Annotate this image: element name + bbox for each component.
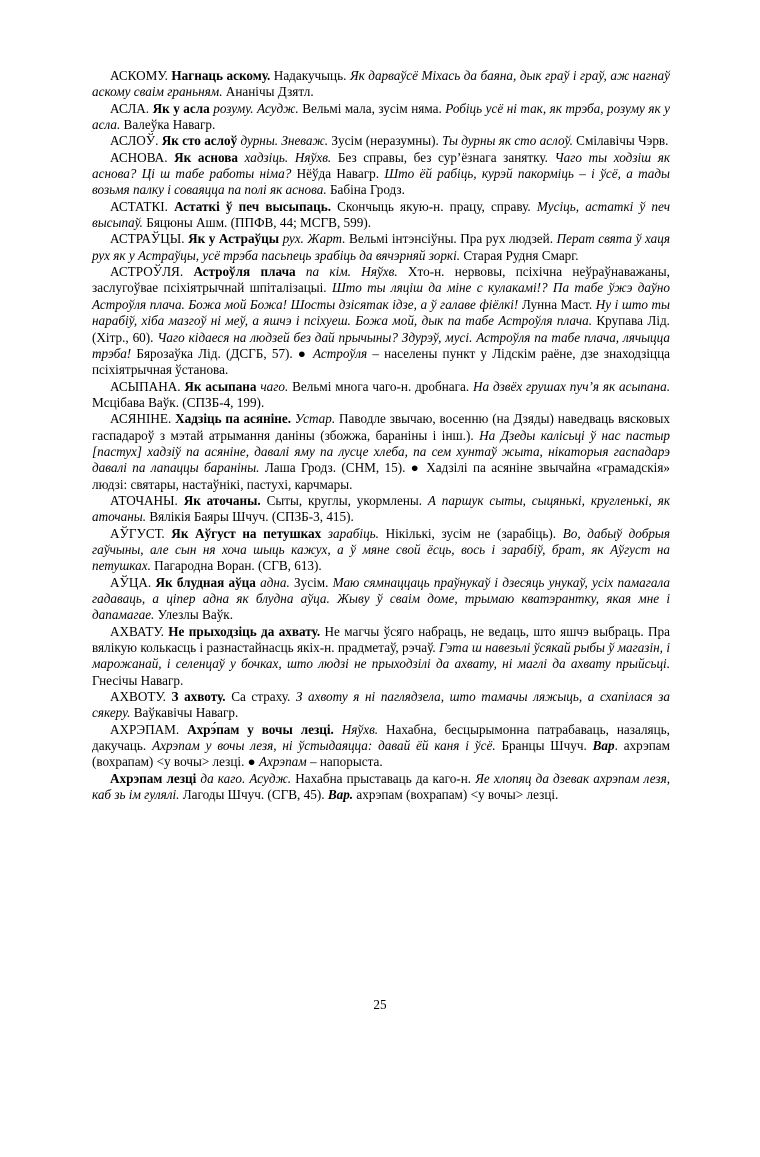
entry-text-run: зарабіць. [327, 525, 379, 541]
entry-text-run: АХВАТУ. [110, 623, 169, 639]
dictionary-entry [92, 689, 670, 722]
entry-text-run: ахрэпам (вохрапам) <у вочы> лезці. [353, 787, 559, 803]
dictionary-entry [92, 199, 670, 232]
entry-text-run: Устар. [294, 411, 336, 427]
entry-text-run: Мусіць, астаткі ў печ высыпаў. [92, 198, 670, 231]
dictionary-entry [92, 493, 670, 526]
entry-text-run: З ахвоту. [171, 689, 226, 705]
entry-text-run: Надакучыць. [270, 68, 350, 83]
entry-text-run: Як сто аслоў [161, 133, 241, 149]
dictionary-entry [92, 133, 670, 149]
entry-text-run: Як у Астраўцы [188, 231, 283, 247]
entry-text-run: Нагнаць аскому. [171, 68, 271, 83]
entry-text-run: адна. [260, 574, 290, 590]
entry-text-run: АЎЦА. [110, 574, 156, 590]
entry-text-run: Нёўда Навагр. [291, 166, 385, 182]
dictionary-entry [92, 231, 670, 264]
entry-text-run: Хадзіць па асяніне. [175, 411, 295, 427]
entry-text-run: Маю сямнаццаць праўнукаў і дзесяць унукаў, усіх памагала гадаваць, а ціпер адна як блудна аўца. Жыву ў сваім доме, трымаю кватэрантку, якая мне і дапамагае. [92, 574, 670, 623]
entry-text-run: Ахрэпам лезці [110, 770, 201, 786]
entry-text-run: Бярозаўка Лід. (ДСГБ, 57). ● [131, 345, 314, 361]
entry-text-run: Пагародна Воран. (СГВ, 613). [150, 558, 322, 574]
entry-text-run: Робіць усё ні так, як трэба, розуму як у асла. [92, 100, 670, 133]
entry-text-run: Валеўка Навагр. [120, 117, 216, 133]
entry-text-run: Бабіна Гродз. [326, 182, 405, 198]
entry-text-run: Як блудная аўца [155, 574, 261, 590]
entry-text-run: АСТРОЎЛЯ. [110, 264, 194, 280]
entry-text-run: Як асыпана [184, 378, 261, 394]
entry-text-run: Са страху. [225, 689, 296, 705]
entry-text-run: Вельмі мала, зусім няма. [298, 100, 446, 116]
entry-text-run: АХВОТУ. [110, 689, 172, 705]
dictionary-entry [92, 624, 670, 689]
entry-text-run: Ахрэпам [258, 754, 307, 770]
entry-text-run: Ахрэпам у вочы лезя, ні ўстыдаяцца: давай ёй каня і ўсё. [152, 738, 496, 754]
entry-text-run: Старая Рудня Смарг. [460, 247, 579, 263]
entry-text-run: да каго. Асудж. [200, 770, 292, 786]
entry-text-run: Што ты ляціш да міне с кулакамі!? Па табе ўжэ даўно Астроўля плача. Божа мой Божа! Шосты дзісятак ідзе, а ў галаве фіёлкі! [92, 280, 670, 312]
entry-text-run: Хто-н. нервовы, псіхічна неўраўнаважаны, заслугоўвае псіхіятрычнай шпіталізацыі. [92, 264, 670, 296]
entry-text-run: АСЛОЎ. [110, 133, 162, 149]
entry-text-run: АТОЧАНЫ. [110, 492, 184, 508]
entry-text-run: АСЯНІНЕ. [110, 411, 176, 427]
entry-text-run: Крупава Лід. (Хітр., 60). [92, 313, 670, 345]
entry-text-run: Зусім (неразумны). [328, 133, 443, 149]
entry-text-run: Улезлы Ваўк. [154, 607, 233, 623]
entry-text-run: Як Аўгуст на петушках [171, 525, 328, 541]
dictionary-entry [92, 101, 670, 134]
entry-text-run: рух. Жарт. [282, 231, 346, 247]
entry-text-run: На дзвёх грушах пуч’я як асыпана. [473, 378, 670, 394]
entry-text-run: Бранцы Шчуч. [495, 738, 593, 754]
entry-text-run: хадзіць. Няўхв. [244, 149, 332, 165]
entry-text-run: З ахвоту я ні паглядзела, што тамачы ляжыць, а схапілася за сякеру. [92, 689, 670, 721]
entry-text-run: АСЫПАНА. [110, 378, 185, 394]
entry-text-run: Што ёй рабіць, курэй пакорміць – і ўсё, а тады возьмя палку і соваяцца па полі як аснова. [92, 166, 670, 198]
entry-text-run: – напорыста. [306, 754, 383, 770]
entry-text-run: Як дарваўсё Міхась да баяна, дык граў і граў, аж нагнаў аскому сваім граньням. [92, 68, 670, 100]
entry-text-run: Гнесічы Навагр. [92, 672, 184, 688]
dictionary-entry [92, 68, 670, 101]
entry-text-run: Вельмі многа чаго-н. дробнага. [288, 378, 474, 394]
entry-text-run: АЎГУСТ. [110, 525, 172, 541]
entry-text-run: Чаго ты ходзіш як аснова? Ці ш табе работы німа? [92, 149, 671, 182]
entry-text-run: па кім. Няўхв. [305, 264, 398, 280]
entry-text-run: Вельмі інтэнсіўны. Пра рух людзей. [345, 231, 557, 247]
entry-text-run: Нахабна, бесцырымонна патрабаваць, назаляць, дакучаць. [92, 721, 670, 754]
entry-text-run: АСКОМУ. [110, 68, 172, 83]
dictionary-entry [92, 150, 670, 199]
entry-text-run: Во, дабыў добрыя гаўчыны, але сын ня хоча шыць кажух, а ў мяне свой ёсць, вось і зарабіў, брат, як Аўгуст на петушках. [92, 525, 670, 574]
entry-text-run: Скончыць якую-н. працу, справу. [331, 198, 537, 214]
dictionary-entry [92, 526, 670, 575]
entry-text-run: Гэта ш навезьлі ўсякай рыбы ў магазін, і марожанай, і селенцаў у бочках, што людзі не прыходзілі да ахвату, ні маглі да ахвату прыйсьці. [92, 640, 670, 672]
entry-text-run: АСТРАЎЦЫ. [110, 231, 189, 247]
entry-text-run: Сыты, круглы, укормлены. [260, 492, 428, 508]
entry-text-run: Без справы, без сур’ёзнага занятку. [331, 149, 555, 165]
entry-text-run: Ананічы Дзятл. [222, 84, 314, 100]
entry-text-run: Астроўля плача [193, 264, 306, 280]
entry-text-run: Вар. [327, 787, 354, 803]
page-number: 25 [373, 997, 387, 1012]
entry-text-run: Смілавічы Чэрв. [572, 133, 669, 149]
entry-text-run: Лаша Гродз. (СНМ, 15). ● Хадзілі па асяніне звычайна «грамадскія» людзі: святары, настаўнікі, пастухі, карчмары. [92, 460, 671, 492]
entry-text-run: Нахабна прыставаць да каго-н. [291, 770, 476, 786]
entry-text-run: – населены пункт у Лідскім раёне, дзе знаходзіцца псіхіятрычная ўстанова. [92, 345, 670, 378]
entry-text-run: чаго. [260, 378, 289, 394]
entry-text-run: Як аточаны. [183, 492, 261, 508]
entry-text-run: А паршук сыты, сыцянькі, кругленькі, як аточаны. [92, 492, 670, 525]
entry-text-run: Ваўкавічы Навагр. [130, 705, 239, 721]
entry-text-run: розуму. Асудж. [213, 100, 299, 116]
entry-text-run: Лагоды Шчуч. (СГВ, 45). [179, 787, 328, 803]
entry-text-run: Ахрэ́пам у вочы лезці. [187, 721, 342, 737]
entry-text-run: Як у асла [152, 100, 214, 116]
entry-text-run: АСНОВА. [110, 149, 175, 165]
entry-text-run: Чаго кідаеся на людзей без дай прычыны? Здурэў, мусі. Астроўля па табе плача, лячыцца трэба! [92, 329, 670, 361]
entry-text-run: Нікількі, зусім не (зарабіць). [378, 525, 563, 541]
entry-text-run: Вар [592, 738, 615, 754]
dictionary-entry [92, 264, 670, 378]
entry-text-run: Яе хлопяц да дзевак ахрэпам лезя, каб зь ім гулялі. [92, 770, 670, 803]
entry-text-run: дурны. Зневаж. [240, 133, 329, 149]
dictionary-entry [92, 575, 670, 624]
entry-text-run: Вялікія Баяры Шчуч. (СПЗБ-3, 415). [146, 509, 354, 525]
entry-text-run: Не магчы ўсяго набраць, не ведаць, што яшчэ выбраць. Пра вялікую колькасць і разнастайнасць якіх-н. прадметаў, рэчаў. [92, 623, 670, 656]
entry-text-run: Астаткі ў печ высыпаць. [174, 198, 332, 214]
entry-text-run: Ну і што ты нарабіў, хіба мазгоў ні меў, а яшчэ і псіхуеш. Божа мой, дык па табе Астроўля плача. [92, 296, 670, 329]
entry-text-run: Бяцюны Ашм. (ППФВ, 44; МСГВ, 599). [142, 215, 372, 231]
entry-text-run: Не прыходзіць да ахвату. [168, 623, 321, 639]
entry-text-run: АСТАТКІ. [110, 198, 175, 214]
entry-text-run: Паводле звычаю, восенню (на Дзяды) наведваць вясковых гаспадароў з мэтай атрымання даніны (збожжа, бараніны і інш.). [92, 411, 671, 443]
entry-text-run: Лунна Маст. [518, 296, 596, 312]
entry-text-run: АСЛА. [110, 100, 153, 116]
entry-text-run: . ахрэпам (вохрапам) <у вочы> лезці. ● [92, 738, 670, 770]
entry-text-run: Няўхв. [341, 721, 379, 737]
dictionary-entry [92, 411, 670, 493]
dictionary-entry [92, 379, 670, 412]
entry-text-run: Як аснова [174, 149, 245, 165]
entry-text-run: Ты дурны як сто аслоў. [442, 133, 573, 149]
dictionary-entry [92, 771, 670, 804]
entry-text-run: Зусім. [289, 574, 333, 590]
entry-text-run: АХРЭПАМ. [110, 721, 188, 737]
entry-text-run: Астроўля [313, 345, 368, 361]
entry-text-run: Перат свята ў хаця рух як у Астраўцы, усё трэба пасьпець зрабіць да вячэрняй зоркі. [92, 231, 670, 263]
entry-text-run: Мсцібава Ваўк. (СПЗБ-4, 199). [92, 394, 265, 410]
entry-column [92, 68, 670, 803]
entry-text-run: На Дзеды калісьці ў нас пастыр [пастух] хадзіў па асяніне, давалі яму па лусце хлеба, па сем хунтаў жыта, нікаторыя гаспадарэ давалі па лапаццы бараніны. [92, 427, 670, 476]
dictionary-entry [92, 722, 670, 771]
